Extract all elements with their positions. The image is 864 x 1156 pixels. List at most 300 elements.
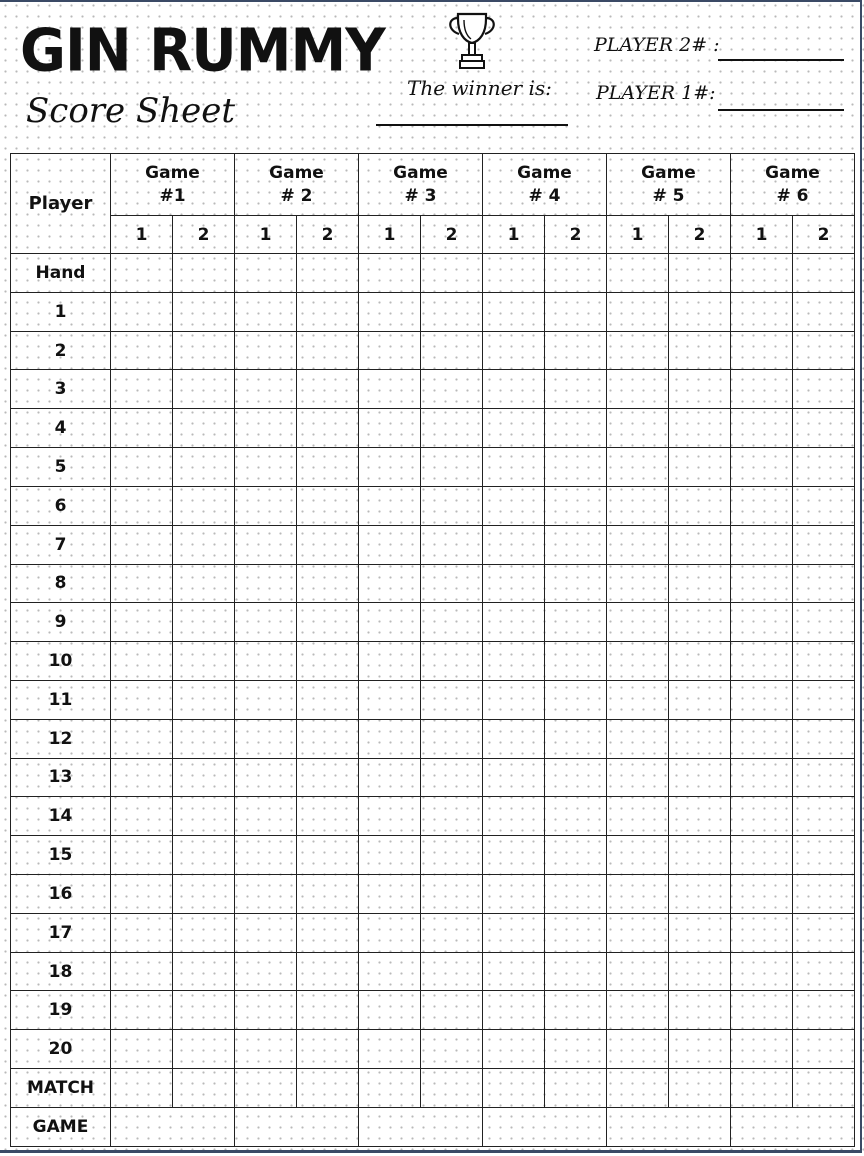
score-cell[interactable] [731,409,793,448]
hand-number-header: 2 [421,216,483,254]
score-cell[interactable] [173,797,235,836]
score-cell[interactable] [111,564,173,603]
score-cell[interactable] [669,952,731,991]
score-cell[interactable] [483,952,545,991]
score-cell[interactable] [111,680,173,719]
score-cell[interactable] [235,1030,297,1069]
score-cell[interactable] [793,525,855,564]
player2-input-line[interactable] [718,59,844,61]
score-cell[interactable] [235,331,297,370]
score-cell[interactable] [359,913,421,952]
score-cell[interactable] [793,292,855,331]
score-cell[interactable] [545,642,607,681]
score-cell[interactable] [669,875,731,914]
score-cell[interactable] [607,952,669,991]
score-cell[interactable] [607,486,669,525]
score-cell[interactable] [421,875,483,914]
score-cell[interactable] [359,1069,421,1108]
score-cell[interactable] [111,525,173,564]
score-cell[interactable] [235,448,297,487]
score-cell[interactable] [545,525,607,564]
score-cell[interactable] [421,254,483,293]
score-cell[interactable] [483,525,545,564]
score-cell[interactable] [297,758,359,797]
score-cell[interactable] [731,875,793,914]
score-cell[interactable] [111,991,173,1030]
game-number: # 5 [652,185,685,206]
score-cell[interactable] [421,836,483,875]
score-cell[interactable] [793,797,855,836]
score-cell[interactable] [111,758,173,797]
score-cell[interactable] [669,758,731,797]
score-cell[interactable] [793,370,855,409]
score-cell[interactable] [297,875,359,914]
score-cell[interactable] [793,486,855,525]
score-cell[interactable] [793,758,855,797]
score-cell[interactable] [235,370,297,409]
score-cell[interactable] [111,370,173,409]
score-cell[interactable] [793,409,855,448]
score-cell[interactable] [545,952,607,991]
score-cell[interactable] [173,875,235,914]
score-cell[interactable] [235,525,297,564]
score-cell[interactable] [669,292,731,331]
score-cell[interactable] [297,913,359,952]
score-cell[interactable] [173,564,235,603]
score-cell[interactable] [731,486,793,525]
score-cell[interactable] [731,603,793,642]
score-cell[interactable] [669,913,731,952]
score-cell[interactable] [731,991,793,1030]
score-cell[interactable] [421,952,483,991]
score-cell[interactable] [607,797,669,836]
game-total-cell[interactable] [731,1107,855,1146]
score-cell[interactable] [483,913,545,952]
score-cell[interactable] [607,836,669,875]
score-cell[interactable] [173,1069,235,1108]
score-cell[interactable] [483,1030,545,1069]
score-cell[interactable] [173,409,235,448]
score-cell[interactable] [669,254,731,293]
table-row [11,292,855,331]
score-cell[interactable] [731,525,793,564]
score-cell[interactable] [483,875,545,914]
score-cell[interactable] [793,836,855,875]
score-cell[interactable] [111,1030,173,1069]
score-cell[interactable] [731,642,793,681]
score-cell[interactable] [359,719,421,758]
score-cell[interactable] [421,331,483,370]
score-cell[interactable] [173,642,235,681]
game-number: # 6 [776,185,809,206]
score-cell[interactable] [235,564,297,603]
score-cell[interactable] [235,991,297,1030]
score-cell[interactable] [545,719,607,758]
score-cell[interactable] [545,409,607,448]
score-cell[interactable] [421,370,483,409]
score-cell[interactable] [235,409,297,448]
score-cell[interactable] [483,603,545,642]
score-cell[interactable] [235,642,297,681]
score-cell[interactable] [483,292,545,331]
game-total-cell[interactable] [483,1107,607,1146]
score-cell[interactable] [111,292,173,331]
score-cell[interactable] [111,331,173,370]
game-header [111,154,235,216]
score-cell[interactable] [607,292,669,331]
score-cell[interactable] [235,875,297,914]
score-body [11,254,855,1147]
game-number: # 3 [404,185,437,206]
score-cell[interactable] [607,913,669,952]
score-cell[interactable] [111,875,173,914]
game-total-cell[interactable] [359,1107,483,1146]
score-cell[interactable] [731,797,793,836]
winner-input-line[interactable] [376,124,568,126]
score-cell[interactable] [669,680,731,719]
score-cell[interactable] [297,642,359,681]
score-cell[interactable] [173,836,235,875]
score-cell[interactable] [731,254,793,293]
score-cell[interactable] [793,254,855,293]
row-label: 13 [11,758,111,797]
score-cell[interactable] [297,797,359,836]
score-cell[interactable] [173,1030,235,1069]
score-cell[interactable] [607,758,669,797]
score-cell[interactable] [607,525,669,564]
score-cell[interactable] [359,875,421,914]
score-cell[interactable] [359,254,421,293]
score-cell[interactable] [235,719,297,758]
table-row [11,525,855,564]
score-cell[interactable] [297,991,359,1030]
score-cell[interactable] [421,642,483,681]
game-total-cell[interactable] [235,1107,359,1146]
score-cell[interactable] [421,486,483,525]
score-cell[interactable] [111,797,173,836]
score-cell[interactable] [793,564,855,603]
score-cell[interactable] [669,1069,731,1108]
score-cell[interactable] [669,603,731,642]
score-cell[interactable] [669,525,731,564]
score-cell[interactable] [483,254,545,293]
score-cell[interactable] [793,448,855,487]
score-cell[interactable] [173,603,235,642]
score-cell[interactable] [173,370,235,409]
score-cell[interactable] [607,991,669,1030]
score-cell[interactable] [793,603,855,642]
score-cell[interactable] [731,292,793,331]
score-cell[interactable] [483,331,545,370]
score-cell[interactable] [483,642,545,681]
score-cell[interactable] [421,758,483,797]
score-cell[interactable] [297,564,359,603]
score-cell[interactable] [297,448,359,487]
score-cell[interactable] [111,913,173,952]
score-cell[interactable] [731,1030,793,1069]
score-cell[interactable] [607,409,669,448]
score-cell[interactable] [359,292,421,331]
score-cell[interactable] [359,486,421,525]
score-cell[interactable] [235,254,297,293]
score-cell[interactable] [359,991,421,1030]
score-cell[interactable] [297,1069,359,1108]
table-row [11,370,855,409]
score-cell[interactable] [235,680,297,719]
score-cell[interactable] [483,991,545,1030]
score-cell[interactable] [359,564,421,603]
score-cell[interactable] [421,719,483,758]
score-cell[interactable] [607,448,669,487]
score-cell[interactable] [111,1069,173,1108]
score-cell[interactable] [793,991,855,1030]
score-cell[interactable] [545,486,607,525]
game-label: Game [145,163,200,184]
score-cell[interactable] [793,1030,855,1069]
hand-number-header: 2 [793,216,855,254]
score-cell[interactable] [483,836,545,875]
score-cell[interactable] [235,797,297,836]
score-cell[interactable] [297,952,359,991]
score-cell[interactable] [297,486,359,525]
score-cell[interactable] [545,448,607,487]
score-cell[interactable] [421,797,483,836]
score-cell[interactable] [607,603,669,642]
score-cell[interactable] [235,952,297,991]
score-cell[interactable] [793,952,855,991]
score-cell[interactable] [483,370,545,409]
score-cell[interactable] [235,603,297,642]
score-cell[interactable] [421,991,483,1030]
hand-number-header: 1 [731,216,793,254]
score-cell[interactable] [545,292,607,331]
score-cell[interactable] [483,564,545,603]
game-total-cell[interactable] [111,1107,235,1146]
score-cell[interactable] [111,409,173,448]
game-total-cell[interactable] [607,1107,731,1146]
score-cell[interactable] [359,680,421,719]
score-cell[interactable] [421,1069,483,1108]
score-cell[interactable] [731,331,793,370]
score-cell[interactable] [359,952,421,991]
score-cell[interactable] [731,680,793,719]
score-cell[interactable] [545,875,607,914]
score-cell[interactable] [173,331,235,370]
row-label: 11 [11,680,111,719]
score-cell[interactable] [545,603,607,642]
score-cell[interactable] [421,913,483,952]
score-cell[interactable] [669,564,731,603]
score-cell[interactable] [173,913,235,952]
score-cell[interactable] [111,642,173,681]
row-label: MATCH [11,1069,111,1108]
score-cell[interactable] [297,525,359,564]
score-cell[interactable] [235,1069,297,1108]
score-cell[interactable] [297,1030,359,1069]
game-number: #1 [159,185,186,206]
score-cell[interactable] [235,836,297,875]
score-cell[interactable] [235,486,297,525]
score-cell[interactable] [731,564,793,603]
score-cell[interactable] [669,1030,731,1069]
score-cell[interactable] [545,991,607,1030]
score-cell[interactable] [545,836,607,875]
score-cell[interactable] [483,680,545,719]
score-cell[interactable] [297,680,359,719]
score-cell[interactable] [545,913,607,952]
score-cell[interactable] [669,486,731,525]
score-cell[interactable] [607,642,669,681]
score-cell[interactable] [111,952,173,991]
score-cell[interactable] [359,797,421,836]
score-cell[interactable] [359,758,421,797]
score-cell[interactable] [173,991,235,1030]
score-cell[interactable] [297,603,359,642]
score-cell[interactable] [359,836,421,875]
score-cell[interactable] [731,758,793,797]
row-label: 16 [11,875,111,914]
score-cell[interactable] [421,603,483,642]
score-cell[interactable] [173,292,235,331]
score-cell[interactable] [173,952,235,991]
score-cell[interactable] [545,370,607,409]
score-cell[interactable] [483,719,545,758]
score-cell[interactable] [607,680,669,719]
score-cell[interactable] [421,409,483,448]
score-cell[interactable] [607,875,669,914]
score-cell[interactable] [545,254,607,293]
score-cell[interactable] [173,758,235,797]
score-cell[interactable] [235,292,297,331]
game-number: # 4 [528,185,561,206]
score-cell[interactable] [731,1069,793,1108]
score-cell[interactable] [731,448,793,487]
score-cell[interactable] [793,719,855,758]
score-cell[interactable] [297,719,359,758]
hand-number-header: 2 [669,216,731,254]
player1-input-line[interactable] [718,109,844,111]
score-cell[interactable] [669,642,731,681]
score-cell[interactable] [607,1069,669,1108]
score-cell[interactable] [297,836,359,875]
score-cell[interactable] [111,719,173,758]
game-header [483,154,607,216]
score-cell[interactable] [111,603,173,642]
score-cell[interactable] [359,370,421,409]
score-cell[interactable] [669,370,731,409]
score-cell[interactable] [731,952,793,991]
score-cell[interactable] [111,254,173,293]
score-cell[interactable] [545,1030,607,1069]
score-cell[interactable] [607,370,669,409]
score-cell[interactable] [669,719,731,758]
score-cell[interactable] [731,913,793,952]
game-header [731,154,855,216]
score-cell[interactable] [607,331,669,370]
row-label: 8 [11,564,111,603]
score-cell[interactable] [545,797,607,836]
score-cell[interactable] [545,1069,607,1108]
score-cell[interactable] [793,331,855,370]
score-cell[interactable] [421,680,483,719]
score-cell[interactable] [793,1069,855,1108]
score-cell[interactable] [421,564,483,603]
score-cell[interactable] [607,1030,669,1069]
score-cell[interactable] [297,254,359,293]
score-cell[interactable] [607,719,669,758]
score-cell[interactable] [793,913,855,952]
score-cell[interactable] [235,913,297,952]
score-cell[interactable] [297,331,359,370]
score-cell[interactable] [173,254,235,293]
score-cell[interactable] [359,409,421,448]
score-cell[interactable] [731,836,793,875]
score-cell[interactable] [359,331,421,370]
score-cell[interactable] [483,797,545,836]
score-cell[interactable] [669,797,731,836]
score-cell[interactable] [111,448,173,487]
score-cell[interactable] [669,836,731,875]
score-cell[interactable] [359,1030,421,1069]
score-cell[interactable] [483,486,545,525]
score-cell[interactable] [483,758,545,797]
score-cell[interactable] [297,370,359,409]
score-cell[interactable] [297,409,359,448]
player-column-header: Player [11,154,111,254]
score-cell[interactable] [173,448,235,487]
row-label: GAME [11,1107,111,1146]
score-cell[interactable] [731,370,793,409]
score-cell[interactable] [421,525,483,564]
score-cell[interactable] [483,409,545,448]
score-cell[interactable] [421,448,483,487]
trophy-icon [444,10,500,72]
score-cell[interactable] [793,680,855,719]
score-cell[interactable] [669,331,731,370]
score-cell[interactable] [545,331,607,370]
score-cell[interactable] [173,680,235,719]
score-cell[interactable] [793,642,855,681]
score-cell[interactable] [669,991,731,1030]
score-cell[interactable] [359,525,421,564]
score-cell[interactable] [669,448,731,487]
score-cell[interactable] [545,564,607,603]
score-cell[interactable] [359,603,421,642]
score-cell[interactable] [173,719,235,758]
score-cell[interactable] [111,836,173,875]
row-label: 7 [11,525,111,564]
score-cell[interactable] [297,292,359,331]
score-cell[interactable] [545,680,607,719]
score-cell[interactable] [235,758,297,797]
score-cell[interactable] [173,486,235,525]
score-cell[interactable] [731,719,793,758]
table-row [11,1107,855,1146]
score-cell[interactable] [111,486,173,525]
score-cell[interactable] [483,1069,545,1108]
score-cell[interactable] [421,292,483,331]
score-cell[interactable] [359,642,421,681]
score-cell[interactable] [669,409,731,448]
score-cell[interactable] [607,254,669,293]
score-cell[interactable] [483,448,545,487]
score-cell[interactable] [545,758,607,797]
score-cell[interactable] [607,564,669,603]
score-cell[interactable] [421,1030,483,1069]
score-cell[interactable] [173,525,235,564]
score-cell[interactable] [359,448,421,487]
score-cell[interactable] [793,875,855,914]
